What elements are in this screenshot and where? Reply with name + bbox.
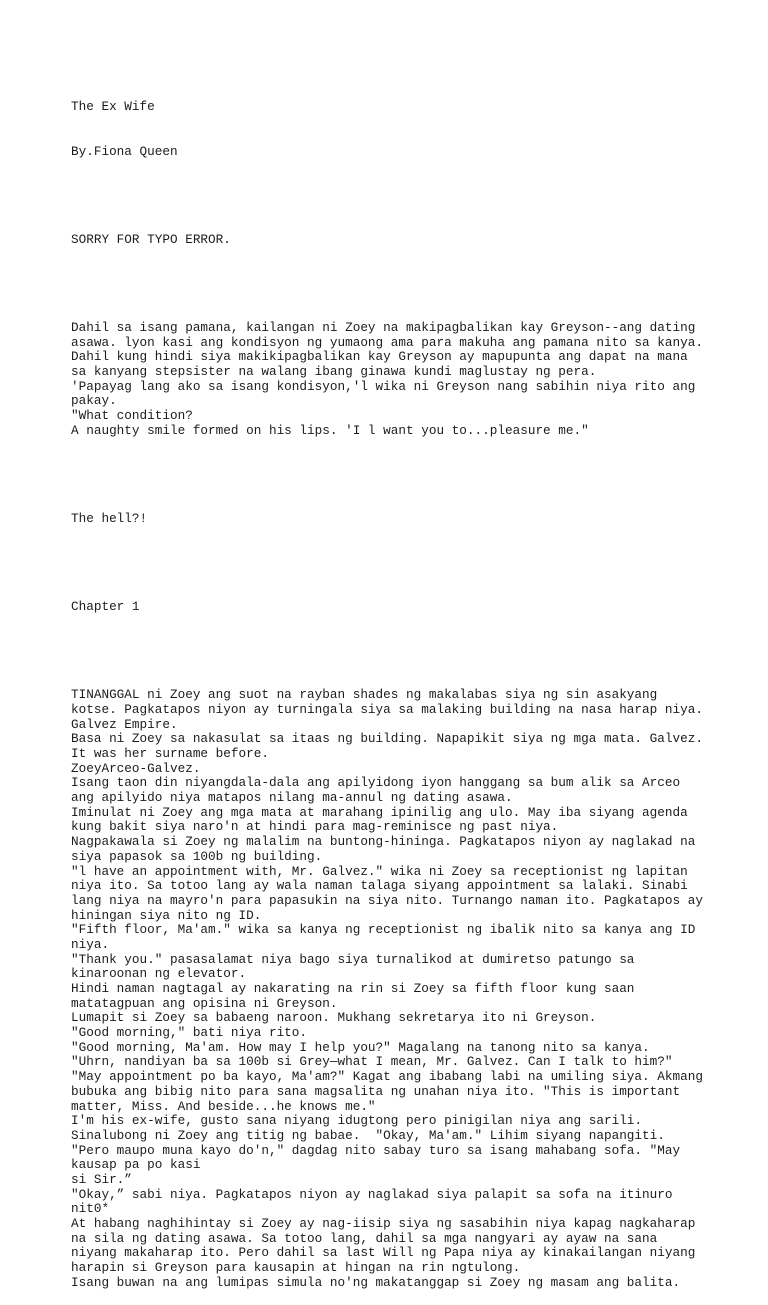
blurb-paragraph — [71, 321, 711, 439]
body-line: "Good morning, Ma'am. How may I help you?" Magalang na tanong nito sa kanya. — [71, 1039, 650, 1055]
blurb-line: sa kanyang stepsister na walang ibang ginawa kundi maglustay ng pera. — [71, 363, 597, 379]
body-line: ang apilyido niya matapos nilang ma-annul ng dating asawa. — [71, 790, 513, 806]
body-line: hiningan siya nito ng ID. — [71, 907, 262, 923]
chapter-heading: Chapter 1 — [71, 599, 140, 615]
spacer — [71, 644, 711, 659]
blurb-line: A naughty smile formed on his lips. 'I l want you to...pleasure me." — [71, 422, 589, 438]
body-line: niyang makaharap ito. Pero dahil sa last Will ng Papa niya ay kinakailangan niyang — [71, 1245, 696, 1261]
body-line: Hindi naman nagtagal ay nakarating na rin si Zoey sa fifth floor kung saan — [71, 981, 635, 996]
body-line: bubuka ang bibig nito para sana magsalita ng unahan niya ito. "This is important — [71, 1083, 681, 1099]
body-line: niya. — [71, 936, 110, 952]
body-line: Basa ni Zoey sa nakasulat sa itaas ng building. Napapikit siya ng mga mata. Galvez. — [71, 731, 703, 747]
exclamation-line: The hell?! — [71, 510, 148, 526]
body-line: Sinalubong ni Zoey ang titig ng babae. "Okay, Ma'am." Lihim siyang napangiti. — [71, 1127, 665, 1143]
body-line: "Fifth floor, Ma'am." wika sa kanya ng receptionist ng ibalik nito sa kanya ang ID — [71, 922, 696, 938]
blurb-line: 'Papayag lang ako sa isang kondisyon,'l wika ni Greyson nang sabihin niya rito ang — [71, 378, 696, 394]
body-line: harapin si Greyson para kausapin at hingan na rin ngtulong. — [71, 1260, 521, 1276]
spacer — [71, 189, 711, 204]
body-line: matter, Miss. And beside...he knows me." — [71, 1098, 376, 1114]
body-line: nit0* — [71, 1201, 110, 1217]
body-line: siya papasok sa 100b ng building. — [71, 848, 323, 864]
body-line: Lumapit si Zoey sa babaeng naroon. Mukhang sekretarya ito ni Greyson. — [71, 1010, 597, 1026]
typo-notice: SORRY FOR TYPO ERROR. — [71, 231, 231, 247]
body-line: kotse. Pagkatapos niyon ay turningala siya sa malaking building na nasa harap niya. — [71, 701, 703, 717]
blurb-line: Dahil kung hindi siya makikipagbalikan kay Greyson ay mapupunta ang dapat na mana — [71, 349, 688, 365]
body-line: kinaroonan ng elevator. — [71, 966, 247, 982]
blurb-line: pakay. — [71, 393, 117, 409]
body-line: At habang naghihintay si Zoey ay nag-iisip siya ng sasabihin niya kapag nagkaharap — [71, 1216, 696, 1231]
body-line: kausap pa po kasi — [71, 1157, 201, 1173]
body-line: Galvez Empire. — [71, 716, 178, 732]
body-line: "Good morning," bati niya rito. — [71, 1025, 308, 1041]
body-line: "Uhrn, nandiyan ba sa 100b si Grey—what I mean, Mr. Galvez. Can I talk to him?" — [71, 1054, 673, 1070]
body-line: "l have an appointment with, Mr. Galvez." wika ni Zoey sa receptionist ng lapitan — [71, 863, 688, 879]
body-line: Nagpakawala si Zoey ng malalim na buntong-hininga. Pagkatapos niyon ay naglakad na — [71, 834, 696, 850]
body-line: matatagpuan ang opisina ni Greyson. — [71, 995, 338, 1011]
body-line: Isang taon din niyangdala-dala ang apilyidong iyon hanggang sa bum alik sa Arceo — [71, 775, 681, 791]
blurb-line: Dahil sa isang pamana, kailangan ni Zoey na makipagbalikan kay Greyson--ang dating — [71, 319, 696, 335]
body-line: "Thank you." pasasalamat niya bago siya turnalikod at dumiretso patungo sa — [71, 951, 635, 967]
blurb-line: "What condition? — [71, 408, 193, 423]
blurb-line: asawa. lyon kasi ang kondisyon ng yumaong ama para makuha ang pamana nito sa kanya. — [71, 334, 703, 350]
body-line: TINANGGAL ni Zoey ang suot na rayban shades ng makalabas siya ng sin asakyang — [71, 687, 658, 703]
body-line: It was her surname before. — [71, 746, 269, 761]
document-page — [71, 71, 711, 1305]
body-line: "Pero maupo muna kayo do'n," dagdag nito sabay turo sa isang mahabang sofa. "May — [71, 1142, 681, 1158]
chapter-body — [71, 688, 711, 1290]
spacer — [71, 556, 711, 571]
body-line: lang niya na mayro'n para papasukin na siya nito. Turnango naman ito. Pagkatapos ay — [71, 892, 703, 908]
body-line: "Okay,” sabi niya. Pagkatapos niyon ay naglakad siya palapit sa sofa na itinuro — [71, 1186, 673, 1202]
document-author: By.Fiona Queen — [71, 143, 178, 159]
body-line: si Sir.” — [71, 1171, 132, 1187]
body-line: Isang buwan na ang lumipas simula no'ng makatanggap si Zoey ng masam ang balita. — [71, 1274, 681, 1290]
spacer — [71, 277, 711, 292]
body-line: "May appointment po ba kayo, Ma'am?" Kagat ang ibabang labi na umiling siya. Akmang — [71, 1069, 703, 1085]
body-line: Iminulat ni Zoey ang mga mata at marahang ipinilig ang ulo. May iba siyang agenda — [71, 804, 688, 820]
body-line: niya ito. Sa totoo lang ay wala naman talaga siyang appointment sa lalaki. Sinabi — [71, 878, 688, 894]
spacer — [71, 468, 711, 483]
body-line: I'm his ex-wife, gusto sana niyang idugtong pero pinigilan niya ang sarili. — [71, 1113, 643, 1129]
body-line: kung bakit siya naro'n at hindi para mag-reminisce ng past niya. — [71, 819, 559, 835]
body-line: na sila ng dating asawa. Sa totoo lang, dahil sa mga nangyari ay ayaw na sana — [71, 1230, 658, 1246]
document-title: The Ex Wife — [71, 99, 155, 115]
body-line: ZoeyArceo-Galvez. — [71, 760, 201, 776]
